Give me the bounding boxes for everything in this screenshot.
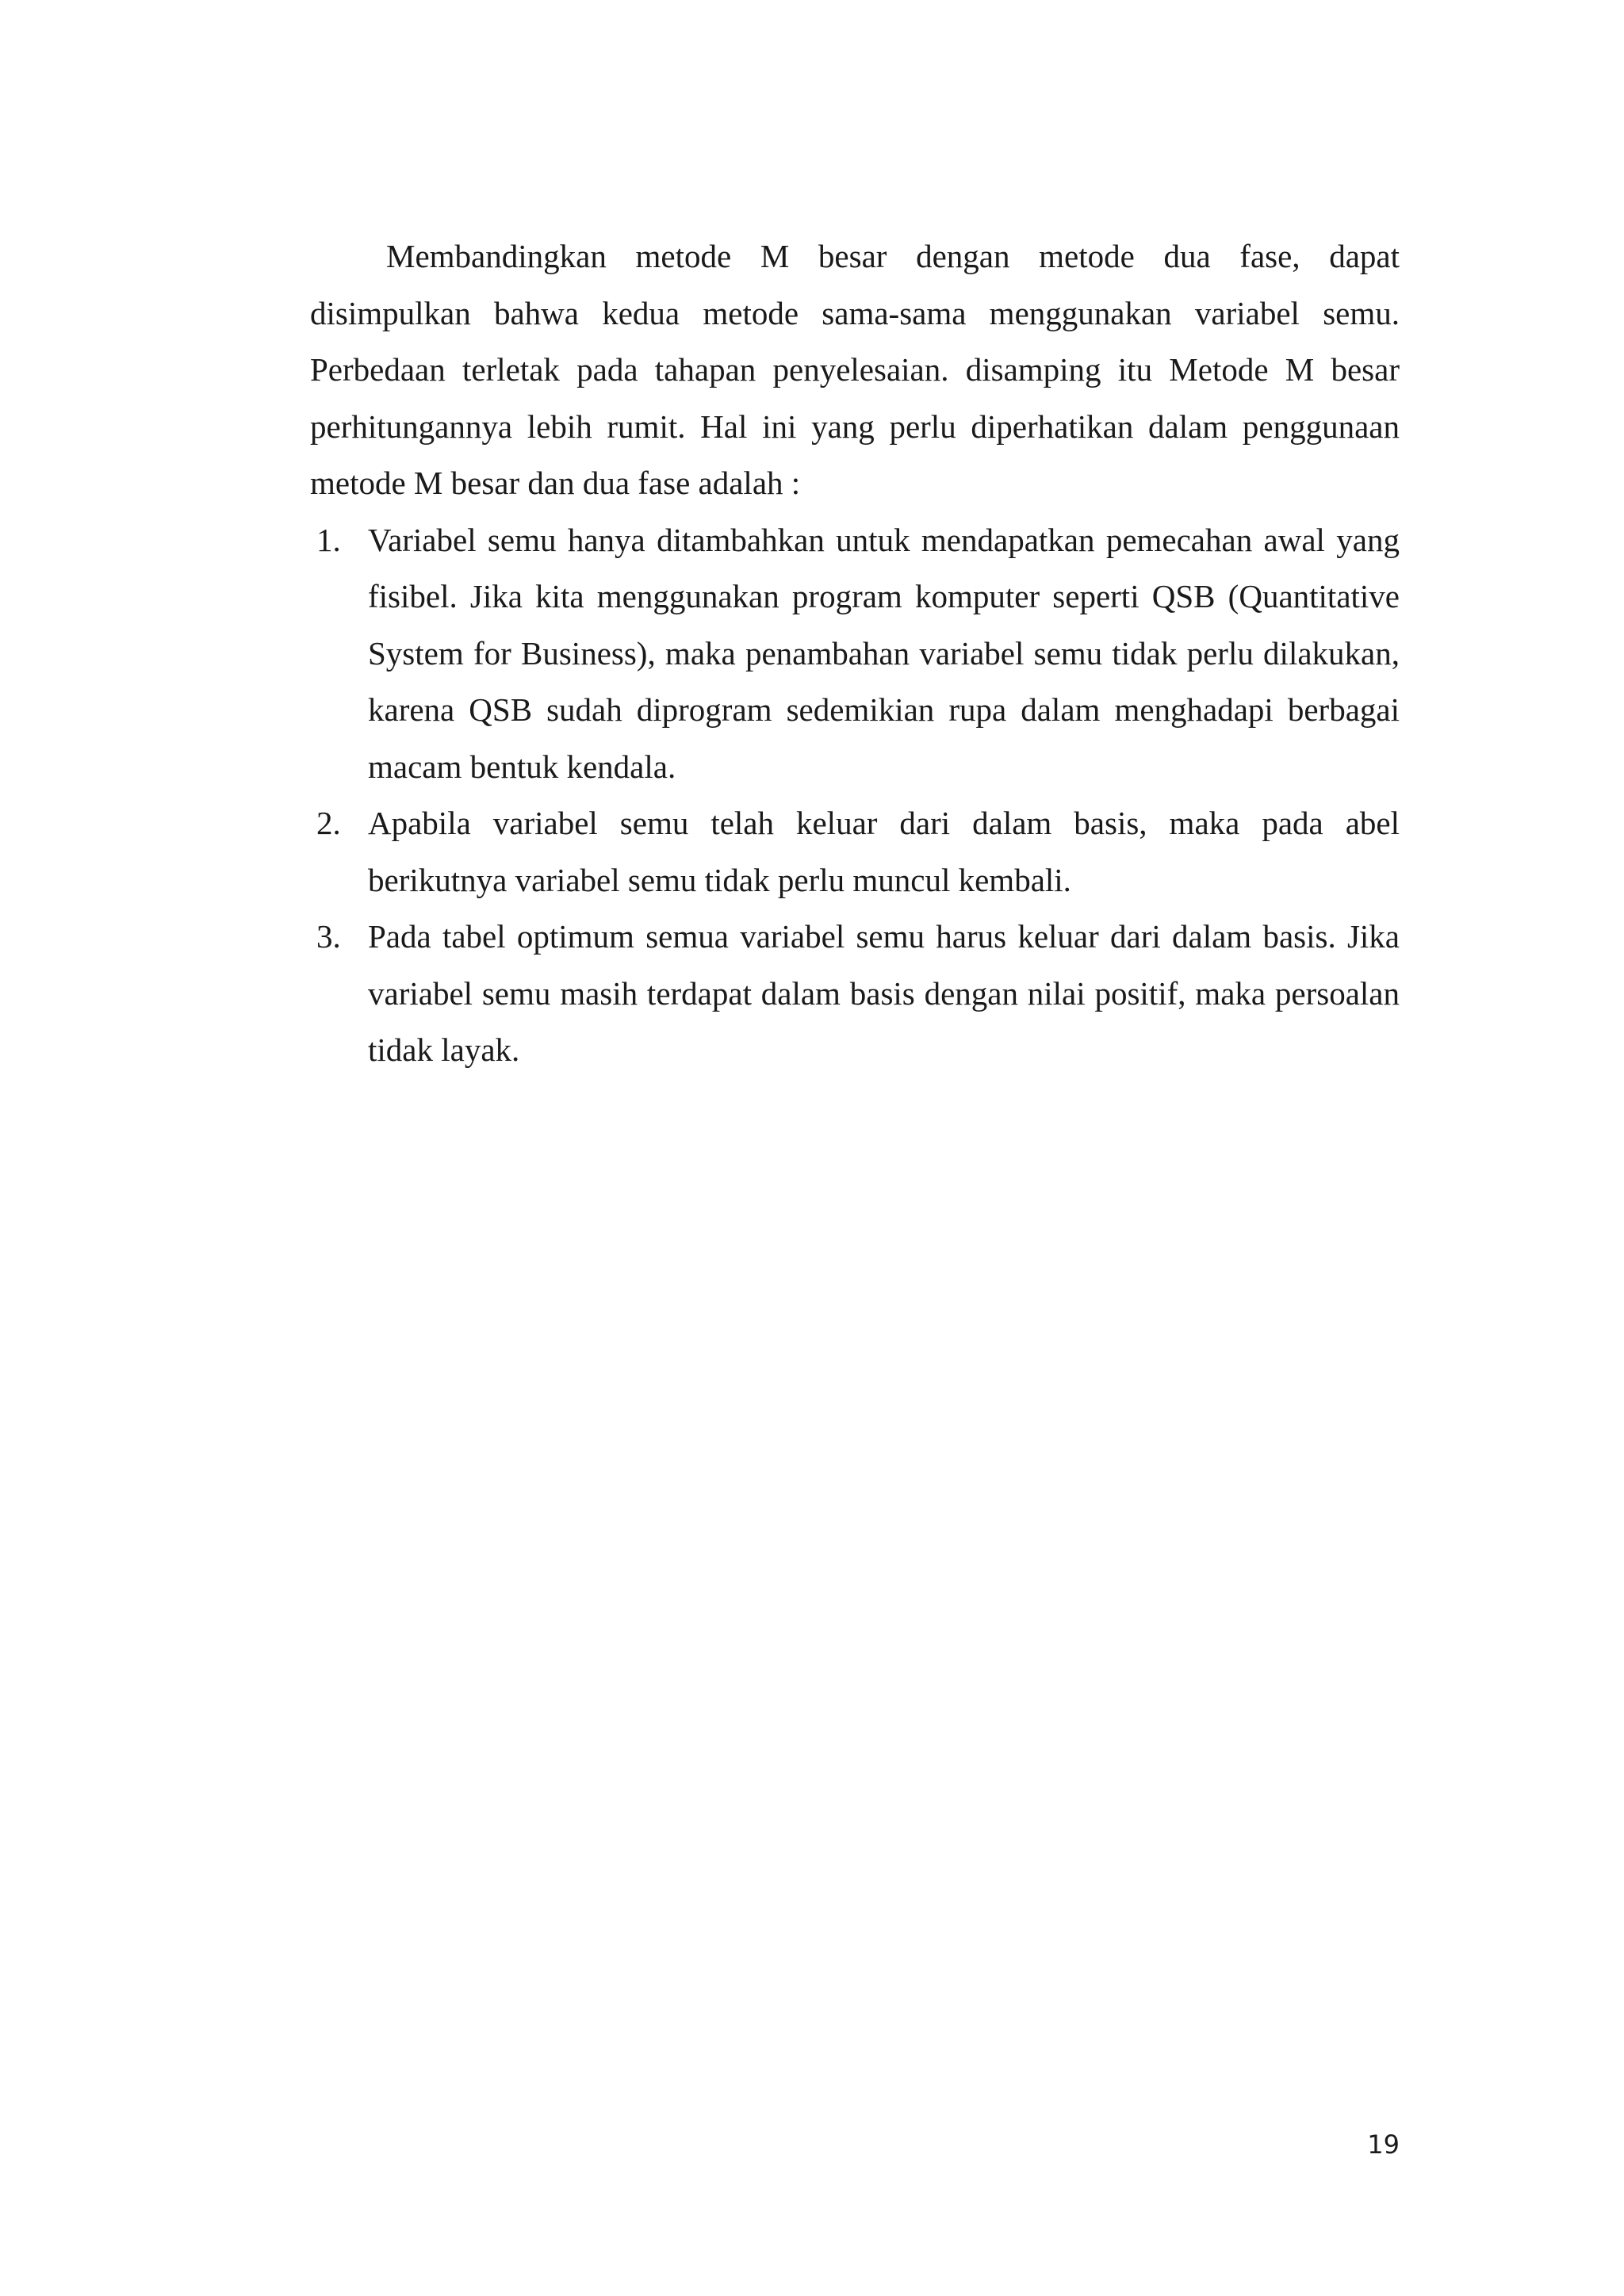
- list-item: [310, 795, 1400, 909]
- intro-paragraph: Membandingkan metode M besar dengan metode dua fase, dapat disimpulkan bahwa kedua metode sama-sama menggunakan variabel semu. Perbedaan terletak pada tahapan penyelesaian. disamping itu Metode M besar perhitungannya lebih rumit. Hal ini yang perlu diperhatikan dalam penggunaan metode M besar dan dua fase adalah :: [310, 238, 1400, 501]
- list-item-number: 3.: [316, 918, 341, 955]
- list-item: [310, 909, 1400, 1079]
- list-item-number: 2.: [316, 805, 341, 841]
- list-item: [310, 512, 1400, 796]
- list-item-text: Pada tabel optimum semua variabel semu harus keluar dari dalam basis. Jika variabel semu masih terdapat dalam basis dengan nilai positif, maka persoalan tidak layak.: [368, 918, 1400, 1068]
- body-text: [310, 228, 1400, 1079]
- list-item-text: Variabel semu hanya ditambahkan untuk mendapatkan pemecahan awal yang fisibel. Jika kita menggunakan program komputer seperti QSB (Quantitative System for Business), maka penambahan variabel semu tidak perlu dilakukan, karena QSB sudah diprogram sedemikian rupa dalam menghadapi berbagai macam bentuk kendala.: [368, 521, 1400, 785]
- list-item-text: Apabila variabel semu telah keluar dari dalam basis, maka pada abel berikutnya variabel semu tidak perlu muncul kembali.: [368, 805, 1400, 898]
- list-item-number: 1.: [316, 521, 341, 558]
- conclusion-list: [310, 512, 1400, 1079]
- page-number: 19: [1367, 2130, 1400, 2160]
